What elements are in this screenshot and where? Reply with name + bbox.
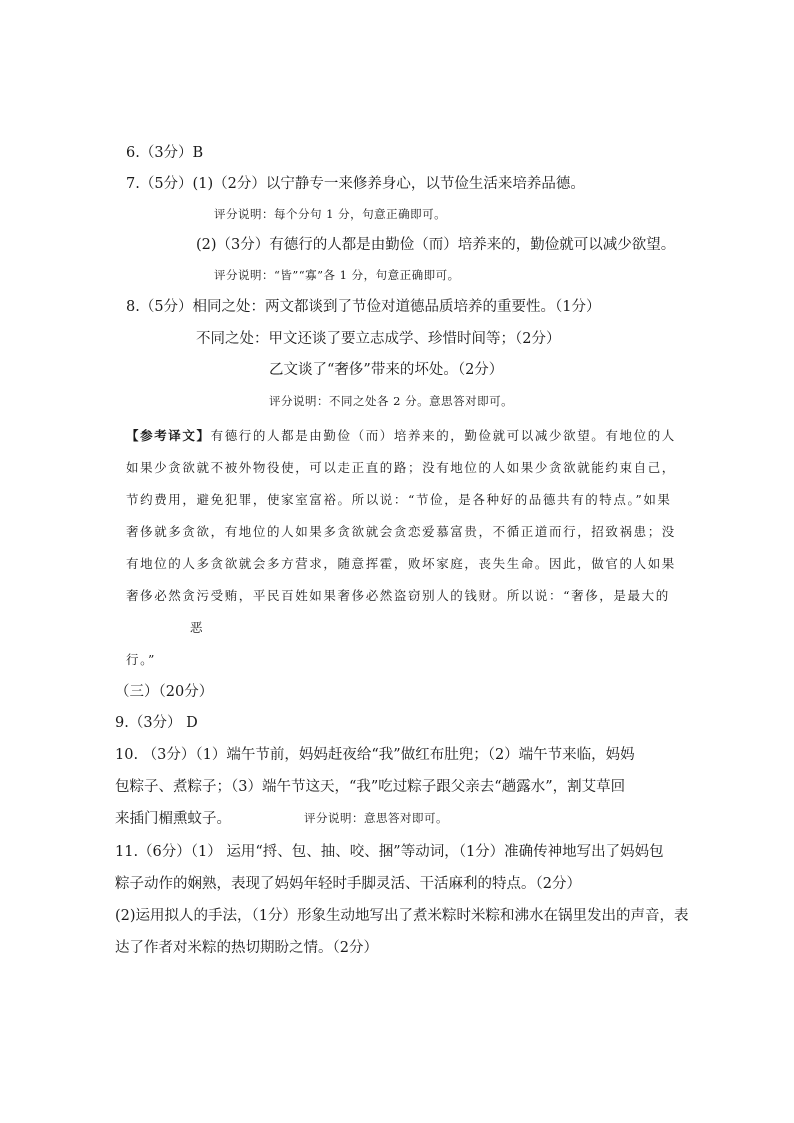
translation-line-5: 有地位的人多贪欲就会多方营求，随意挥霍，败坏家庭，丧失生命。因此，做官的人如果 xyxy=(126,556,676,571)
q10-scoring-note: 评分说明：意思答对即可。 xyxy=(304,811,448,825)
q7-scoring-note-2: 评分说明：“皆”“寡”各 1 分，句意正确即可。 xyxy=(214,268,460,282)
translation-tail-2: 行。” xyxy=(126,652,156,667)
q7-answer-part2: (2)（3分）有德行的人都是由勤俭（而）培养来的，勤俭就可以减少欲望。 xyxy=(196,237,676,253)
q8-difference-2: 乙文谈了“奢侈”带来的坏处。（2分） xyxy=(269,362,504,378)
translation-label: 【参考译文】 xyxy=(126,428,211,443)
translation-line-2: 如果少贪欲就不被外物役使，可以走正直的路；没有地位的人如果少贪欲就能约束自己， xyxy=(126,460,676,475)
translation-line-6: 奢侈必然贪污受贿，平民百姓如果奢侈必然盗窃别人的钱财。所以说：“奢侈，是最大的 xyxy=(126,588,670,603)
translation-tail-1: 恶 xyxy=(190,620,205,635)
translation-line-4: 奢侈就多贪欲，有地位的人如果多贪欲就会贪恋爱慕富贵，不循正道而行，招致祸患；没 xyxy=(126,524,676,539)
q11-line-3: (2)运用拟人的手法，（1分）形象生动地写出了煮米粽时米粽和沸水在锅里发出的声音，表 xyxy=(115,908,689,924)
q8-answer-head: 8.（5分）相同之处：两文都谈到了节俭对道德品质培养的重要性。（1分） xyxy=(126,299,601,315)
q7-scoring-note-1: 评分说明：每个分句 1 分，句意正确即可。 xyxy=(214,207,447,221)
q9-answer: 9.（3分） D xyxy=(115,715,198,731)
q8-difference-1: 不同之处：甲文还谈了要立志成学、珍惜时间等；（2分） xyxy=(196,331,561,347)
q11-line-2: 粽子动作的娴熟，表现了妈妈年轻时手脚灵活、干活麻利的特点。（2分） xyxy=(115,876,581,892)
q6-answer: 6.（3分）B xyxy=(126,145,204,161)
q7-answer-head: 7.（5分）(1)（2分）以宁静专一来修养身心，以节俭生活来培养品德。 xyxy=(126,176,585,192)
q10-line-3: 来插门楣熏蚊子。 xyxy=(115,811,231,827)
translation-line-1 xyxy=(126,430,676,443)
section-3-heading: （三）（20分） xyxy=(115,684,214,700)
q10-line-2: 包粽子、煮粽子；（3）端午节这天，“我”吃过粽子跟父亲去“趟露水”，割艾草回 xyxy=(115,779,626,795)
q11-line-1: 11.（6分）（1） 运用“捋、包、抽、咬、捆”等动词，（1分）准确传神地写出了妈妈包 xyxy=(115,844,664,860)
translation-text: 有德行的人都是由勤俭（而）培养来的，勤俭就可以减少欲望。有地位的人 xyxy=(210,428,676,443)
q11-line-4: 达了作者对米粽的热切期盼之情。（2分） xyxy=(115,940,378,956)
translation-line-3: 节约费用，避免犯罪，使家室富裕。所以说：“节俭，是各种好的品德共有的特点。”如果 xyxy=(126,492,672,507)
q10-line-1: 10. （3分）（1）端午节前，妈妈赶夜给“我”做红布肚兜；（2）端午节来临，妈妈 xyxy=(115,747,635,763)
q8-scoring-note: 评分说明：不同之处各 2 分。意思答对即可。 xyxy=(269,394,514,408)
